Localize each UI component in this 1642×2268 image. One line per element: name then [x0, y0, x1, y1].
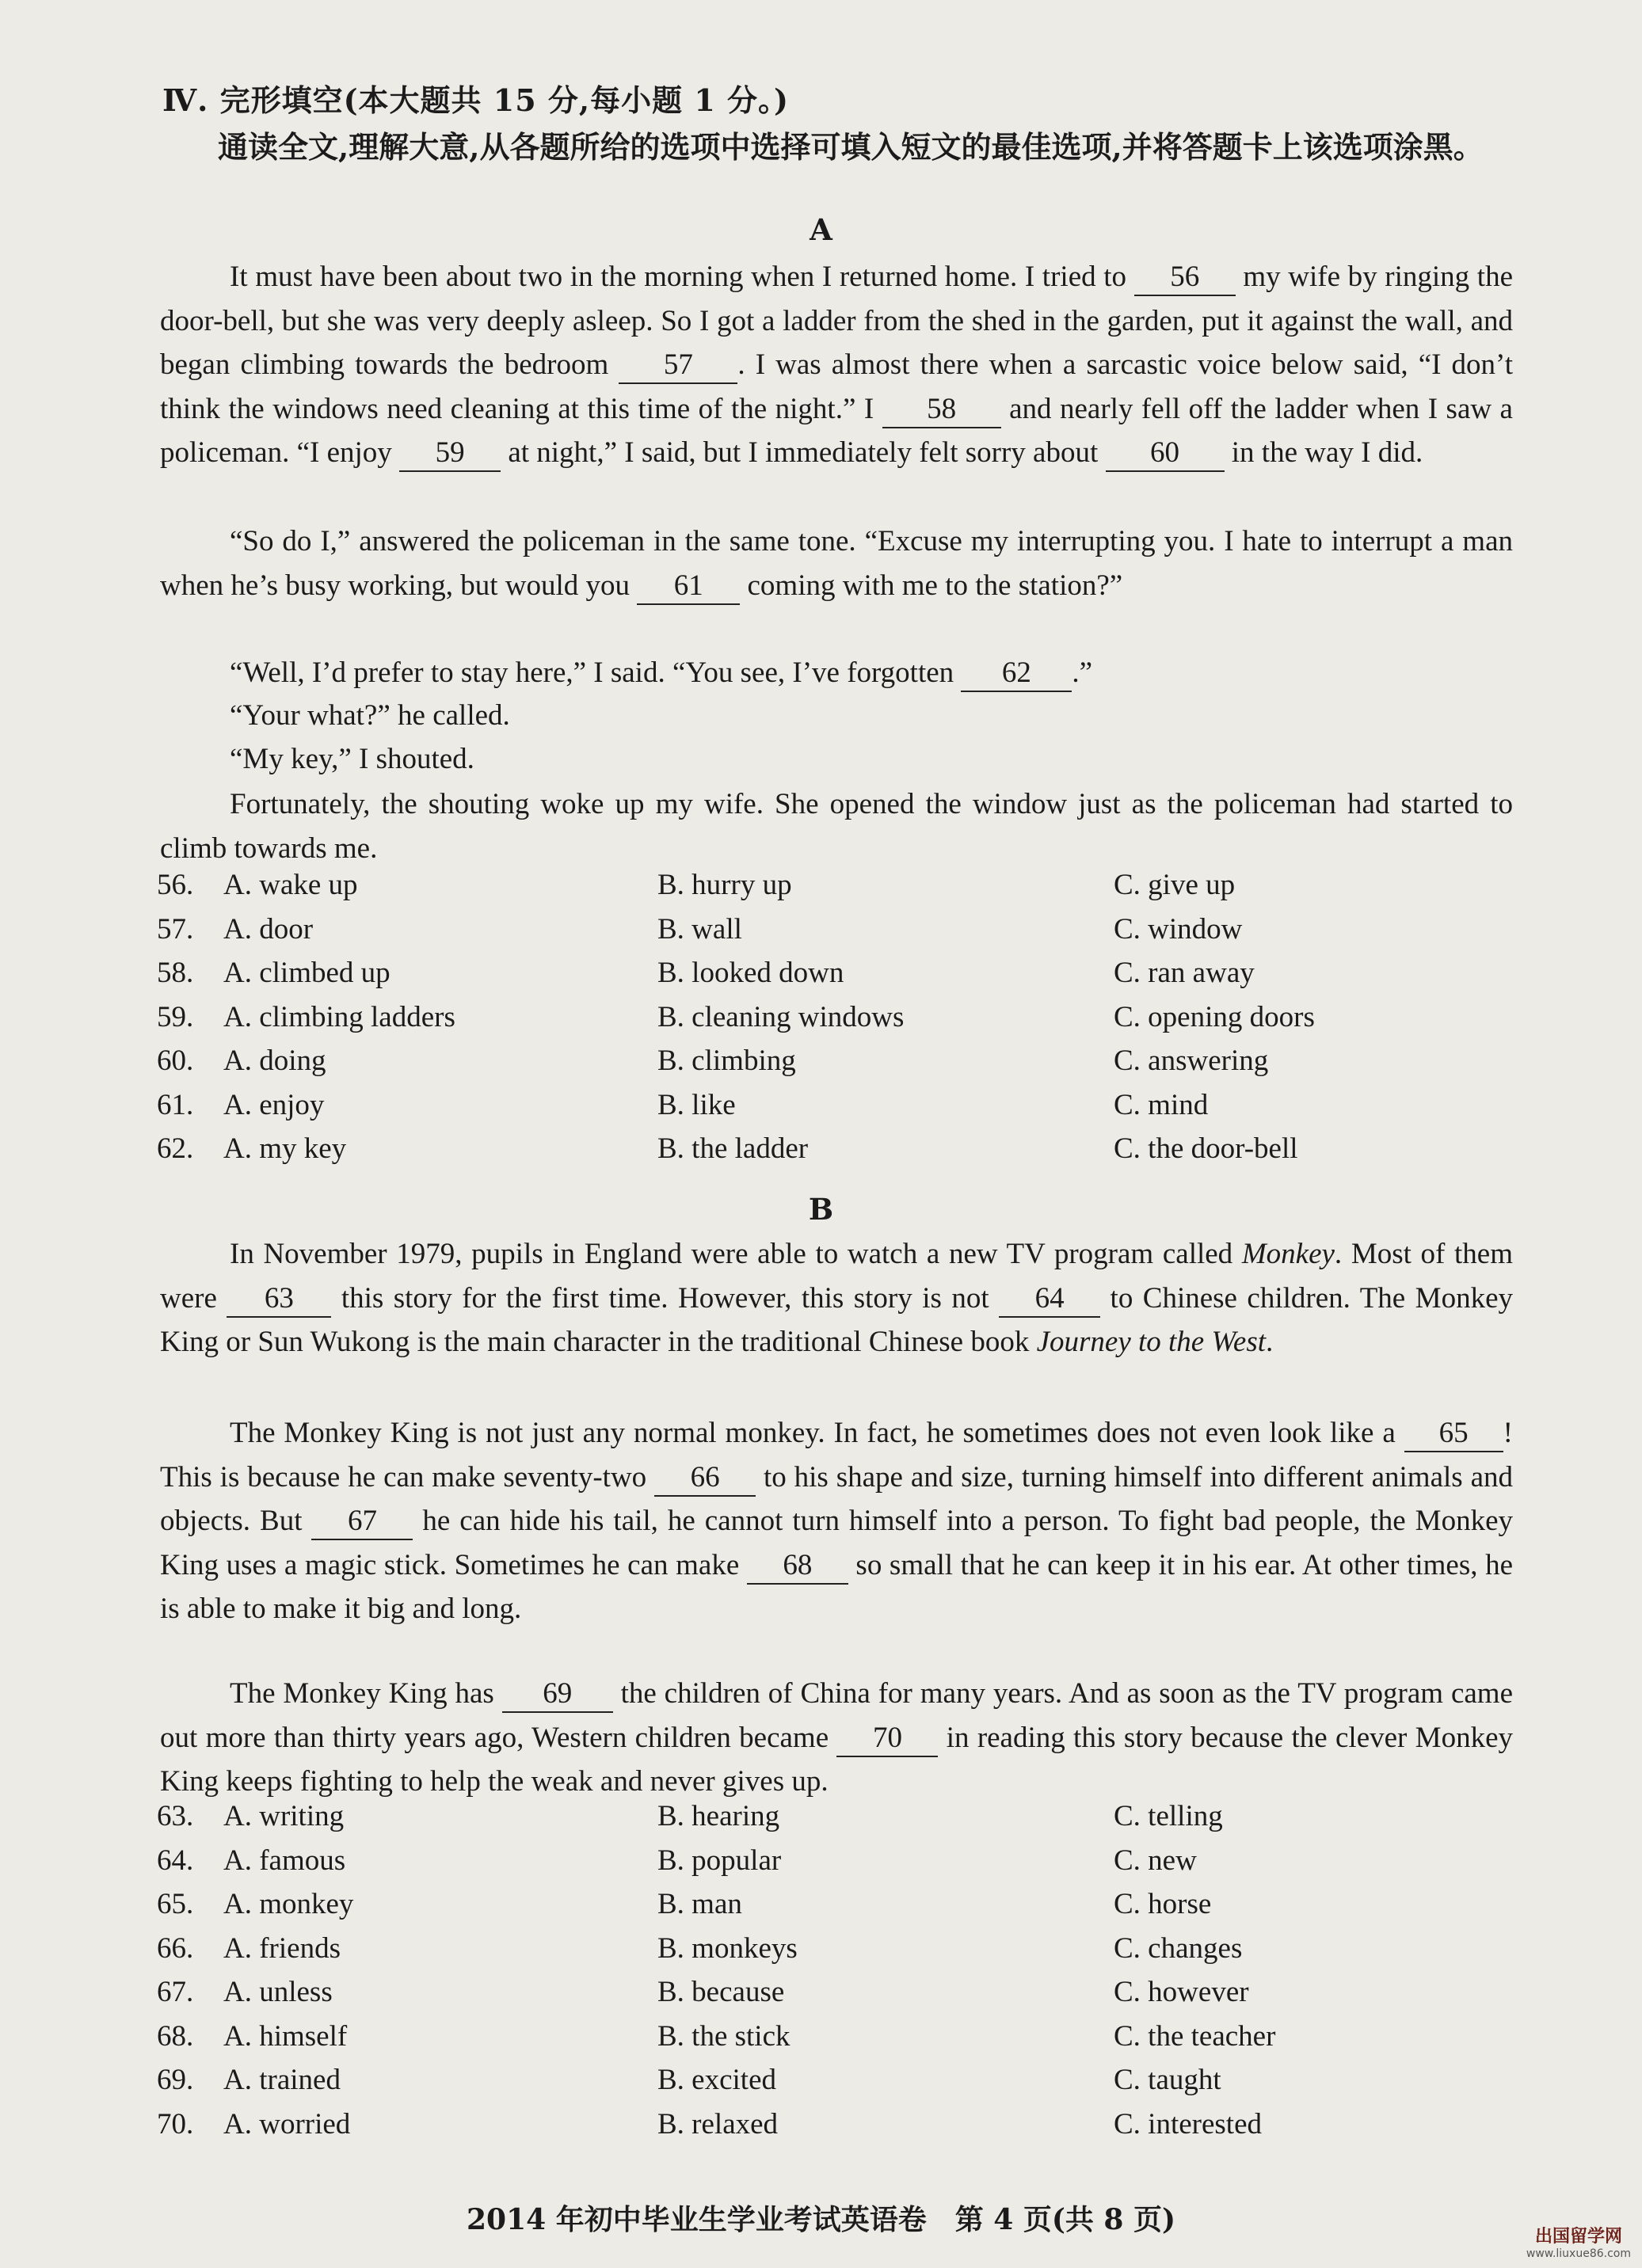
passage-a-paragraph-4: “Your what?” he called.: [230, 699, 510, 732]
option-64-b: B. popular: [657, 1844, 782, 1877]
option-59-a: A. climbing ladders: [223, 1000, 455, 1033]
passage-a-paragraph-3: “Well, I’d prefer to stay here,” I said. “You see, I’ve forgotten 62 .”: [160, 651, 1513, 695]
option-70-b: B. relaxed: [657, 2107, 779, 2141]
blank-56: 56: [1134, 260, 1236, 296]
question-68-row: 68. A. himself B. the stick C. the teacher: [157, 2019, 1276, 2053]
passage-a-options: [157, 868, 1519, 1176]
blank-69: 69: [502, 1676, 613, 1713]
option-68-b: B. the stick: [657, 2019, 791, 2053]
question-59-row: 59. A. climbing ladders B. cleaning windows C. opening doors: [157, 1000, 1315, 1033]
question-57-row: 57. A. door B. wall C. window: [157, 912, 1243, 946]
option-69-b: B. excited: [657, 2064, 777, 2096]
option-58-b: B. looked down: [657, 957, 844, 989]
option-60-c: C. answering: [1114, 1045, 1269, 1077]
option-62-c: C. the door-bell: [1114, 1132, 1298, 1165]
blank-67: 67: [311, 1504, 413, 1540]
option-68-a: A. himself: [223, 2019, 348, 2053]
question-63-row: 63. A. writing B. hearing C. telling: [157, 1800, 1223, 1832]
blank-66: 66: [654, 1460, 756, 1497]
option-67-a: A. unless: [223, 1976, 333, 2008]
blank-65: 65: [1404, 1416, 1503, 1452]
option-57-a: A. door: [223, 912, 314, 946]
option-62-b: B. the ladder: [657, 1132, 809, 1165]
option-67-c: C. however: [1114, 1976, 1249, 2008]
option-60-b: B. climbing: [657, 1045, 796, 1077]
option-64-c: C. new: [1114, 1844, 1197, 1877]
option-56-a: A. wake up: [223, 869, 358, 901]
option-67-b: B. because: [657, 1976, 785, 2008]
blank-62: 62: [961, 656, 1072, 692]
option-70-c: C. interested: [1114, 2107, 1263, 2141]
question-67-row: 67. A. unless B. because C. however: [157, 1976, 1249, 2008]
blank-60: 60: [1106, 436, 1225, 472]
page-footer: 2014 年初中毕业生学业考试英语卷 第 4 页(共 8 页): [466, 2203, 1176, 2236]
blank-58: 58: [882, 392, 1001, 428]
blank-63: 63: [227, 1281, 331, 1318]
blank-70: 70: [836, 1721, 938, 1757]
passage-b-paragraph-1: In November 1979, pupils in England were able to watch a new TV program called Monkey. Most of them were 63 this story for the first time. However, this story is not 64 to Chinese children. The Monkey King or Sun Wukong is the main character in the traditional Chinese book Journey to the West.: [160, 1238, 1514, 1358]
option-57-b: B. wall: [657, 912, 742, 946]
option-63-b: B. hearing: [657, 1800, 780, 1832]
watermark-site-name: 出国留学网: [1534, 2227, 1622, 2247]
question-65-row: 65. A. monkey B. man C. horse: [157, 1888, 1212, 1920]
option-66-c: C. changes: [1114, 1931, 1243, 1965]
passage-b-title: B: [808, 1192, 834, 1227]
blank-68: 68: [747, 1548, 848, 1585]
option-57-c: C. window: [1114, 912, 1243, 946]
question-56-row: 56. A. wake up B. hurry up C. give up: [157, 869, 1236, 901]
option-68-c: C. the teacher: [1114, 2019, 1276, 2053]
passage-a-title: A: [810, 212, 832, 247]
option-69-c: C. taught: [1114, 2064, 1221, 2096]
option-56-b: B. hurry up: [657, 869, 792, 901]
question-62-row: 62. A. my key B. the ladder C. the door-bell: [157, 1132, 1298, 1165]
passage-a-paragraph-1: It must have been about two in the morning when I returned home. I tried to 56 my wife by ringing the door-bell, but she was very deeply asleep. So I got a ladder from the shed in the garden, put it against the wall, and began climbing towards the bedroom 57 . I was almost there when a sarcastic voice below said, “I don’t think the windows need cleaning at this time of the night.” I 58 and nearly fell off the ladder when I saw a policeman. “I enjoy 59 at night,” I said, but I immediately felt sorry about 60 in the way I did.: [160, 255, 1513, 475]
option-59-c: C. opening doors: [1114, 1000, 1315, 1033]
option-61-a: A. enjoy: [223, 1088, 325, 1121]
option-58-c: C. ran away: [1114, 957, 1255, 989]
blank-64: 64: [999, 1281, 1100, 1318]
option-61-c: C. mind: [1114, 1088, 1209, 1121]
option-65-a: A. monkey: [223, 1888, 354, 1920]
option-65-b: B. man: [657, 1888, 742, 1920]
option-66-a: A. friends: [223, 1931, 341, 1965]
option-64-a: A. famous: [223, 1844, 346, 1877]
question-61-row: 61. A. enjoy B. like C. mind: [157, 1088, 1209, 1121]
passage-a-paragraph-2: “So do I,” answered the policeman in the same tone. “Excuse my interrupting you. I hate to interrupt a man when he’s busy working, but would you 61 coming with me to the station?”: [160, 519, 1513, 607]
section-heading: Ⅳ. 完形填空(本大题共 15 分,每小题 1 分。): [162, 82, 790, 118]
passage-a-paragraph-5: “My key,” I shouted.: [230, 743, 474, 775]
blank-61: 61: [637, 569, 740, 605]
blank-57: 57: [619, 348, 737, 384]
passage-b-options: [157, 1799, 1519, 2151]
instruction-text: 通读全文,理解大意,从各题所给的选项中选择可填入短文的最佳选项,并将答题卡上该选项涂黑。: [218, 129, 1484, 165]
watermark-logo: [1526, 2223, 1631, 2260]
passage-b-paragraph-2: The Monkey King is not just any normal monkey. In fact, he sometimes does not even look like a 65 ! This is because he can make seventy-two 66 to his shape and size, turning himself into different animals and objects. But 67 he can hide his tail, he cannot turn himself into a person. To fight bad people, the Monkey King uses a magic stick. Sometimes he can make 68 so small that he can keep it in his ear. At other times, he is able to make it big and long.: [160, 1417, 1514, 1625]
passage-a-paragraph-6: Fortunately, the shouting woke up my wife. She opened the window just as the policeman had started to climb towards me.: [160, 788, 1513, 865]
option-61-b: B. like: [657, 1088, 736, 1121]
option-62-a: A. my key: [223, 1132, 347, 1165]
question-69-row: 69. A. trained B. excited C. taught: [157, 2064, 1221, 2096]
option-59-b: B. cleaning windows: [657, 1000, 905, 1033]
passage-b-paragraph-3: The Monkey King has 69 the children of China for many years. And as soon as the TV program came out more than thirty years ago, Western children became 70 in reading this story because the clever Monkey King keeps fighting to help the weak and never gives up.: [160, 1677, 1514, 1798]
question-66-row: 66. A. friends B. monkeys C. changes: [157, 1931, 1243, 1965]
option-65-c: C. horse: [1114, 1888, 1212, 1920]
question-70-row: 70. A. worried B. relaxed C. interested: [157, 2107, 1263, 2141]
option-63-a: A. writing: [223, 1800, 345, 1832]
blank-59: 59: [399, 436, 501, 472]
option-56-c: C. give up: [1114, 869, 1236, 901]
option-66-b: B. monkeys: [657, 1931, 798, 1965]
question-60-row: 60. A. doing B. climbing C. answering: [157, 1045, 1269, 1077]
option-69-a: A. trained: [223, 2064, 341, 2096]
question-64-row: 64. A. famous B. popular C. new: [157, 1844, 1197, 1877]
question-58-row: 58. A. climbed up B. looked down C. ran away: [157, 957, 1255, 989]
option-63-c: C. telling: [1114, 1800, 1223, 1832]
option-60-a: A. doing: [223, 1045, 326, 1077]
option-70-a: A. worried: [223, 2107, 351, 2141]
option-58-a: A. climbed up: [223, 957, 390, 989]
watermark-url: www.liuxue86.com: [1526, 2247, 1631, 2260]
